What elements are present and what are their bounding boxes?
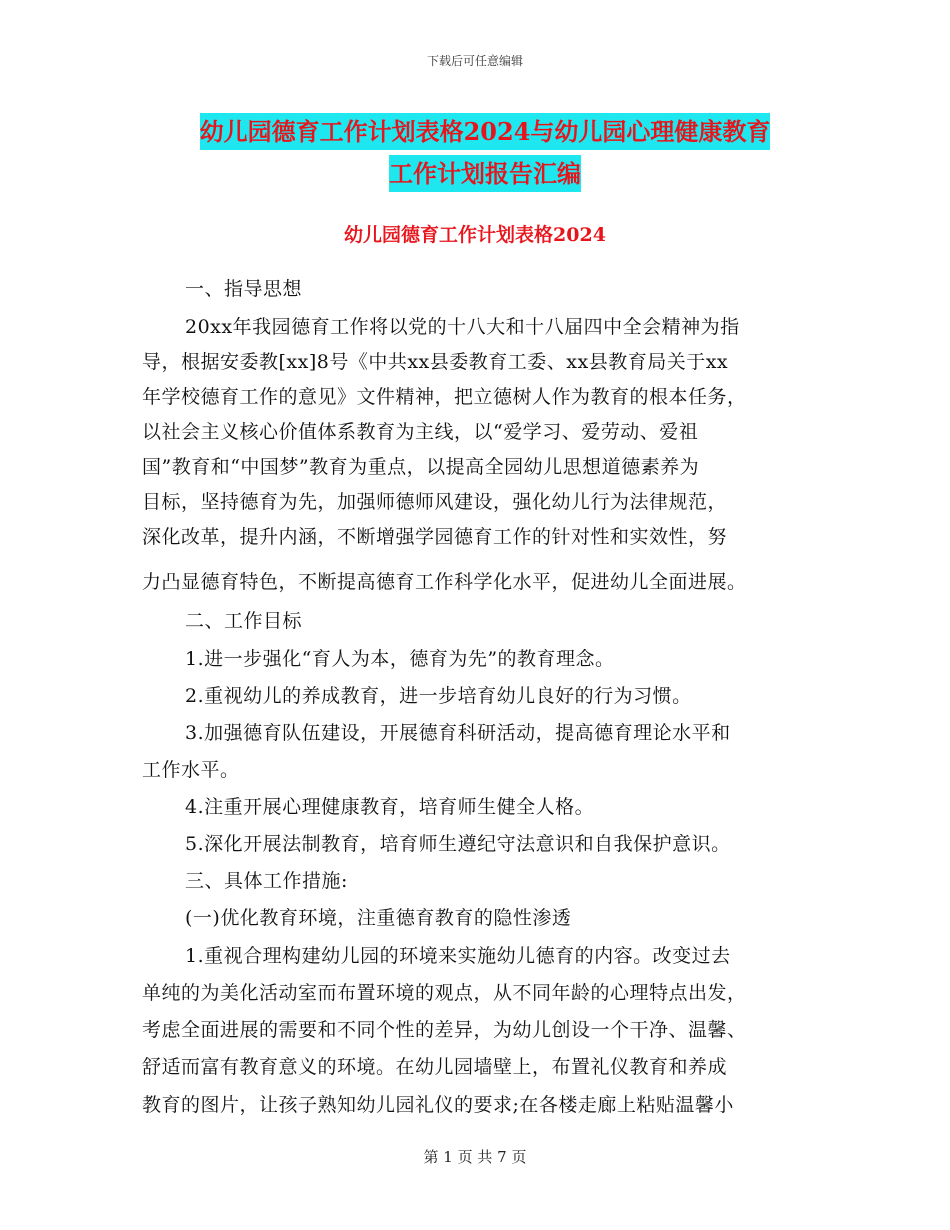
body-line: 以社会主义核心价值体系教育为主线，以“爱学习、爱劳动、爱祖 — [142, 421, 699, 443]
body-line: 导，根据安委教[xx]8号《中共xx县委教育工委、xx县教育局关于xx — [142, 351, 729, 373]
body-line: 目标，坚持德育为先，加强师德师风建设，强化幼儿行为法律规范， — [142, 491, 728, 513]
body-line: 深化改革，提升内涵，不断增强学园德育工作的针对性和实效性，努 — [142, 526, 728, 548]
body-line: 年学校德育工作的意见》文件精神，把立德树人作为教育的根本任务， — [142, 386, 747, 408]
page-header: 下载后可任意编辑 — [426, 54, 523, 68]
body-line: 考虑全面进展的需要和不同个性的差异，为幼儿创设一个干净、温馨、 — [142, 1019, 747, 1041]
section-title: 幼儿园德育工作计划表格2024 — [344, 224, 606, 246]
goal-item: 3.加强德育队伍建设，开展德育科研活动，提高德育理论水平和 — [185, 722, 731, 744]
body-line: 教育的图片，让孩子熟知幼儿园礼仪的要求;在各楼走廊上粘贴温馨小 — [142, 1094, 734, 1116]
goal-item: 2.重视幼儿的养成教育，进一步培育幼儿良好的行为习惯。 — [185, 685, 692, 707]
title-highlight-2: 工作计划报告汇编 — [389, 155, 581, 192]
goal-item-continued: 工作水平。 — [142, 759, 240, 781]
heading-work-goals: 二、工作目标 — [185, 610, 303, 632]
body-line: 单纯的为美化活动室而布置环境的观点，从不同年龄的心理特点出发， — [142, 982, 747, 1004]
heading-work-measures: 三、具体工作措施: — [185, 870, 348, 892]
goal-item: 5.深化开展法制教育，培育师生遵纪守法意识和自我保护意识。 — [185, 833, 731, 855]
body-line: 20xx年我园德育工作将以党的十八大和十八届四中全会精神为指 — [185, 316, 740, 338]
heading-guiding-thought: 一、指导思想 — [185, 278, 303, 300]
goal-item: 1.进一步强化“育人为本，德育为先”的教育理念。 — [185, 648, 615, 670]
document-title-line-1 — [140, 110, 830, 154]
document-title-line-2 — [140, 152, 830, 196]
subheading-measure: (一)优化教育环境，注重德育教育的隐性渗透 — [185, 907, 572, 929]
body-line: 舒适而富有教育意义的环境。在幼儿园墙壁上，布置礼仪教育和养成 — [142, 1056, 728, 1078]
title-highlight-1: 幼儿园德育工作计划表格2024与幼儿园心理健康教育 — [200, 113, 771, 150]
body-line: 力凸显德育特色，不断提高德育工作科学化水平，促进幼儿全面进展。 — [142, 571, 747, 593]
body-line: 1.重视合理构建幼儿园的环境来实施幼儿德育的内容。改变过去 — [185, 945, 731, 967]
page-footer: 第 1 页 共 7 页 — [423, 1148, 527, 1166]
body-line: 国”教育和“中国梦”教育为重点，以提高全园幼儿思想道德素养为 — [142, 456, 700, 478]
goal-item: 4.注重开展心理健康教育，培育师生健全人格。 — [185, 796, 595, 818]
